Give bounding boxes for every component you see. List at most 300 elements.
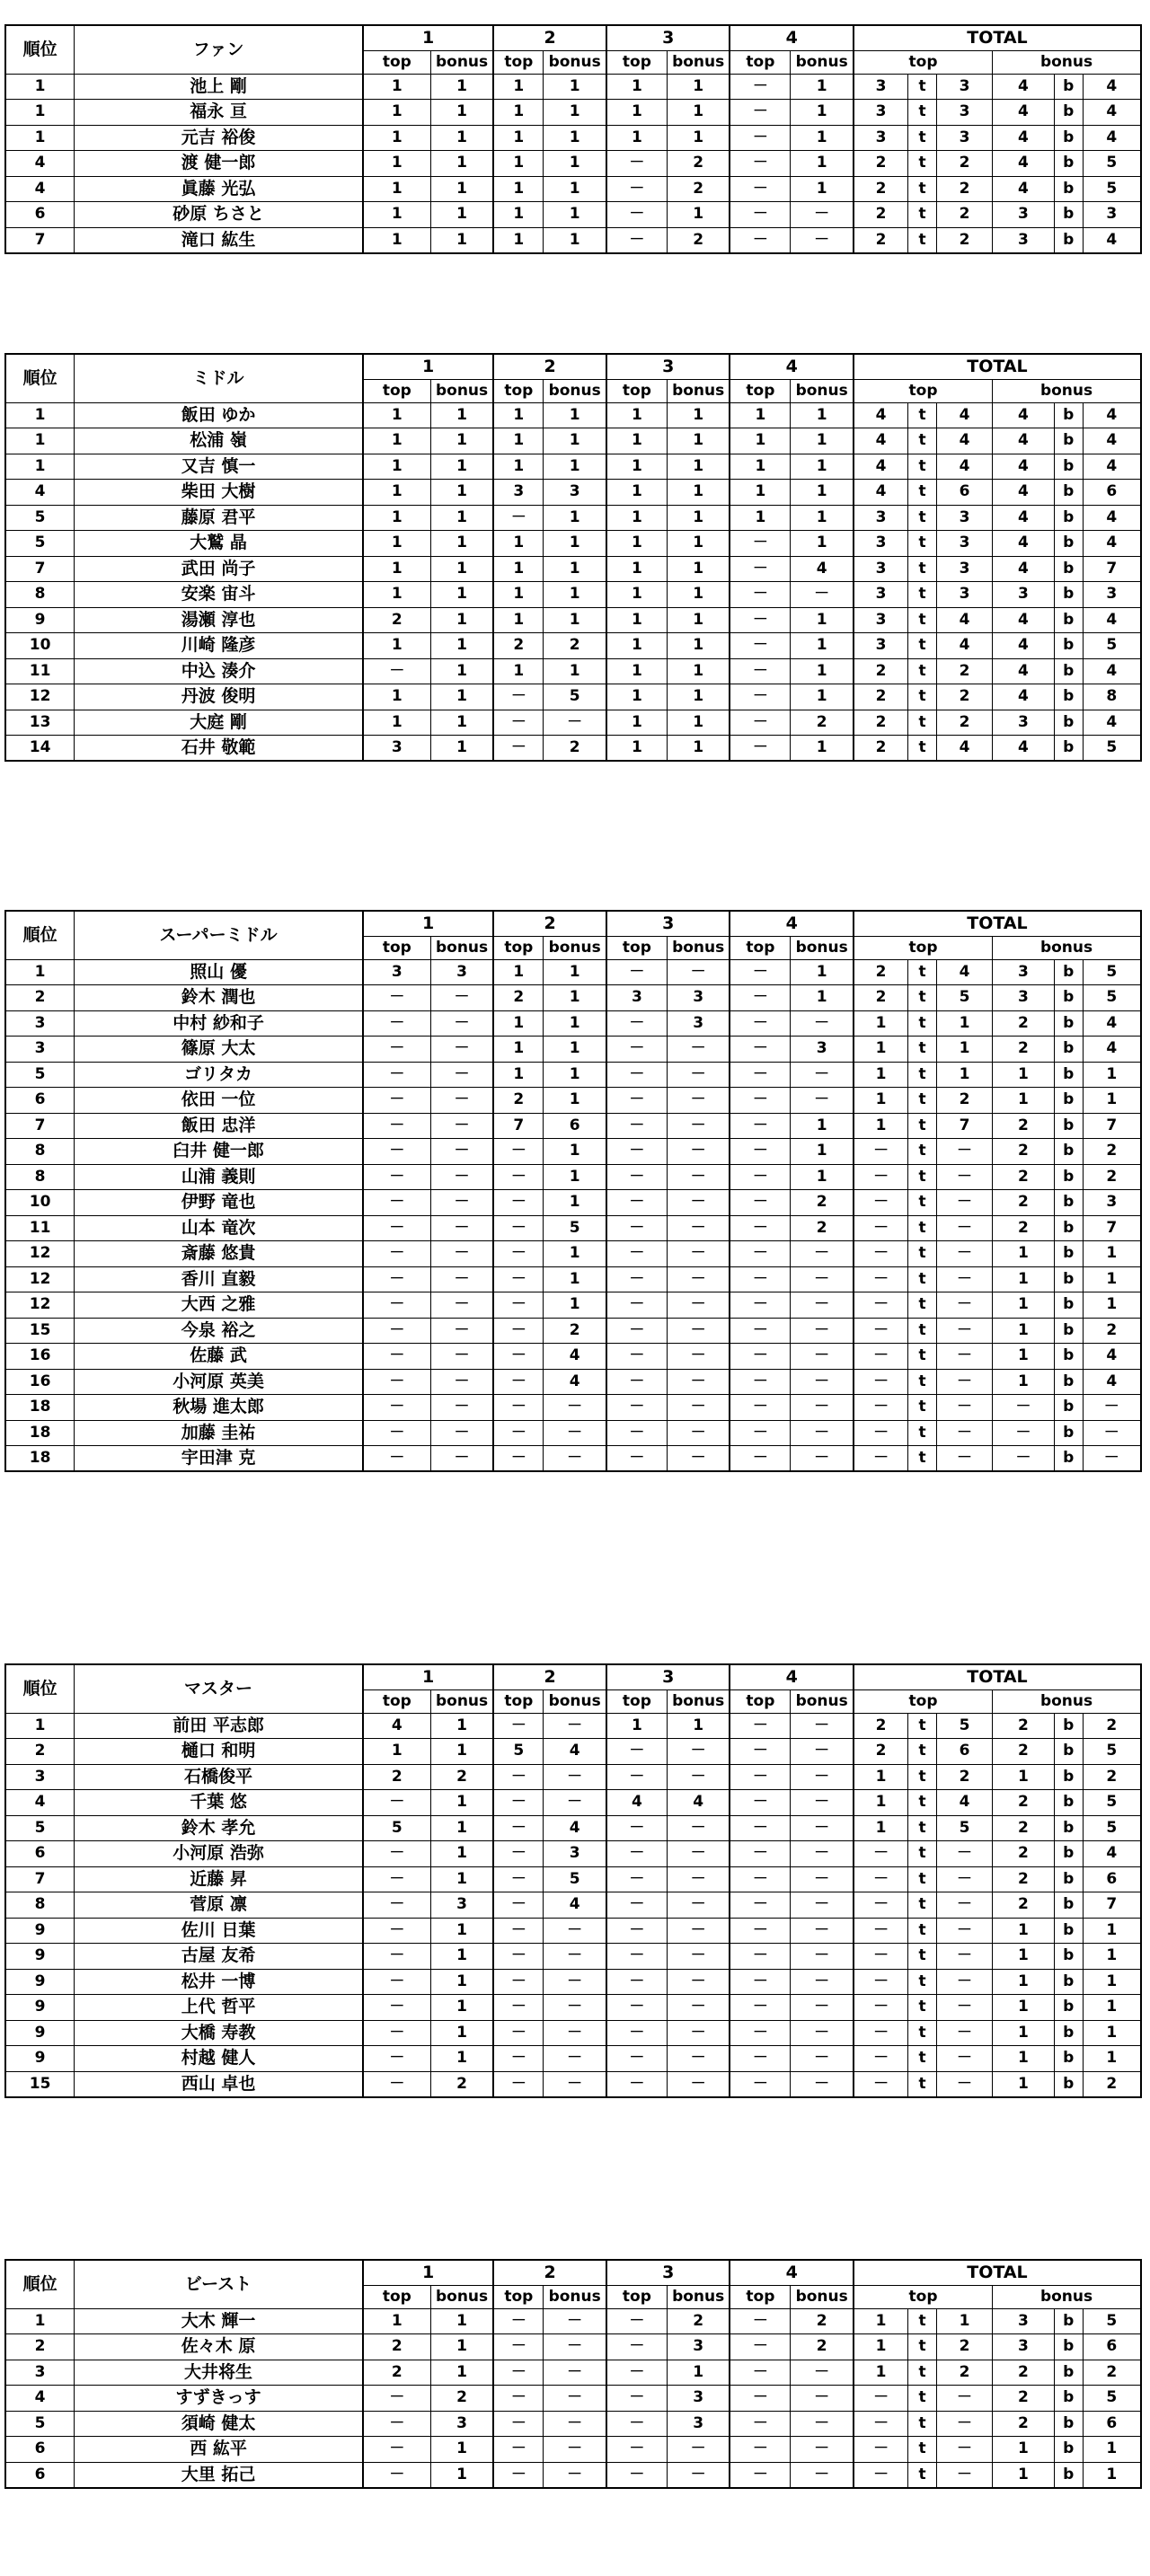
round-bonus-cell: 1: [430, 582, 493, 608]
total-top-attempts: －: [936, 1395, 992, 1421]
total-bonus-attempts: 6: [1083, 480, 1141, 506]
total-top-count: 4: [854, 480, 908, 506]
rank-cell: 4: [5, 2386, 75, 2412]
total-top-count: 2: [854, 227, 908, 253]
round-bonus-cell: －: [667, 2020, 730, 2046]
total-bonus-attempts: 2: [1083, 1139, 1141, 1165]
total-top-count: 1: [854, 2308, 908, 2334]
total-bonus-attempts: 7: [1083, 1215, 1141, 1241]
total-bonus-count: 2: [993, 1037, 1055, 1063]
total-bonus-count: 2: [993, 1215, 1055, 1241]
rank-cell: 7: [5, 227, 75, 253]
table-row: [5, 1420, 1141, 1446]
bonus-subheader: bonus: [544, 2285, 606, 2308]
rank-cell: 5: [5, 531, 75, 557]
total-bonus-attempts: 4: [1083, 1010, 1141, 1037]
round-bonus-cell: 1: [430, 480, 493, 506]
table-row: [5, 74, 1141, 100]
table-row: [5, 1944, 1141, 1970]
round-bonus-cell: －: [791, 1292, 854, 1319]
round-bonus-cell: －: [667, 1739, 730, 1765]
round-header: 4: [730, 354, 854, 379]
total-top-count: 1: [854, 1037, 908, 1063]
round-top-cell: －: [606, 1395, 667, 1421]
round-bonus-cell: 4: [667, 1790, 730, 1816]
round-top-cell: －: [606, 1215, 667, 1241]
table-row: [5, 2308, 1141, 2334]
round-bonus-cell: 1: [544, 959, 606, 985]
table-row: [5, 658, 1141, 684]
round-top-cell: 1: [606, 556, 667, 582]
name-cell: 湯瀬 淳也: [75, 607, 363, 633]
rank-cell: 2: [5, 985, 75, 1011]
total-top-subheader: top: [854, 50, 993, 74]
total-bonus-subheader: bonus: [993, 1689, 1141, 1713]
total-top-mark: t: [908, 607, 937, 633]
total-bonus-mark: b: [1054, 202, 1083, 228]
rank-cell: 8: [5, 1139, 75, 1165]
total-header: TOTAL: [854, 2260, 1141, 2285]
round-bonus-cell: 1: [430, 1918, 493, 1944]
total-bonus-attempts: 5: [1083, 633, 1141, 659]
rank-cell: 2: [5, 2334, 75, 2360]
total-top-mark: t: [908, 1139, 937, 1165]
round-top-cell: 1: [493, 531, 544, 557]
total-top-count: 4: [854, 402, 908, 428]
total-bonus-attempts: 4: [1083, 1344, 1141, 1370]
round-top-cell: －: [730, 736, 790, 762]
round-bonus-cell: －: [791, 1969, 854, 1995]
table-row: [5, 1369, 1141, 1395]
rank-cell: 1: [5, 959, 75, 985]
round-top-cell: 1: [493, 959, 544, 985]
round-top-cell: －: [606, 1764, 667, 1790]
rank-header: 順位: [5, 25, 75, 74]
top-subheader: top: [363, 1689, 430, 1713]
total-bonus-mark: b: [1054, 74, 1083, 100]
total-bonus-count: 2: [993, 1892, 1055, 1919]
round-bonus-cell: －: [791, 1010, 854, 1037]
table-row: [5, 480, 1141, 506]
round-top-cell: －: [493, 2046, 544, 2072]
round-bonus-cell: －: [791, 1446, 854, 1472]
round-bonus-cell: 1: [430, 531, 493, 557]
total-top-attempts: －: [936, 1995, 992, 2021]
round-top-cell: －: [363, 2411, 430, 2437]
round-top-cell: －: [363, 2437, 430, 2463]
round-top-cell: －: [606, 1139, 667, 1165]
round-bonus-cell: 1: [544, 582, 606, 608]
total-bonus-count: 4: [993, 633, 1055, 659]
round-top-cell: －: [363, 1344, 430, 1370]
total-top-attempts: －: [936, 1918, 992, 1944]
rank-cell: 1: [5, 100, 75, 126]
round-top-cell: 1: [363, 100, 430, 126]
round-bonus-cell: －: [667, 1190, 730, 1216]
total-top-count: －: [854, 1420, 908, 1446]
total-top-mark: t: [908, 2046, 937, 2072]
round-bonus-cell: －: [544, 2308, 606, 2334]
round-top-cell: －: [363, 2462, 430, 2488]
round-bonus-cell: －: [791, 2462, 854, 2488]
name-cell: 小河原 浩弥: [75, 1841, 363, 1867]
round-bonus-cell: 2: [544, 736, 606, 762]
table-row: [5, 1266, 1141, 1292]
rank-cell: 9: [5, 2020, 75, 2046]
round-top-cell: －: [493, 736, 544, 762]
total-bonus-count: 4: [993, 176, 1055, 202]
round-bonus-cell: 1: [430, 202, 493, 228]
table-row: [5, 505, 1141, 531]
total-bonus-attempts: 2: [1083, 2071, 1141, 2097]
total-top-mark: t: [908, 1944, 937, 1970]
rank-cell: 12: [5, 684, 75, 710]
round-top-cell: 2: [493, 1088, 544, 1114]
total-top-count: 1: [854, 1764, 908, 1790]
round-top-cell: －: [730, 1764, 790, 1790]
table-row: [5, 1139, 1141, 1165]
total-top-mark: t: [908, 2360, 937, 2386]
round-bonus-cell: －: [430, 1088, 493, 1114]
rank-cell: 13: [5, 710, 75, 736]
total-top-mark: t: [908, 151, 937, 177]
rank-cell: 7: [5, 556, 75, 582]
round-bonus-cell: 1: [544, 1266, 606, 1292]
round-top-cell: －: [730, 1344, 790, 1370]
round-top-cell: －: [730, 582, 790, 608]
total-bonus-attempts: 5: [1083, 2386, 1141, 2412]
round-top-cell: －: [493, 2308, 544, 2334]
round-top-cell: 1: [606, 428, 667, 454]
round-bonus-cell: 1: [791, 480, 854, 506]
rank-cell: 9: [5, 1969, 75, 1995]
total-bonus-subheader: bonus: [993, 379, 1141, 402]
bonus-subheader: bonus: [544, 1689, 606, 1713]
round-top-cell: －: [363, 1420, 430, 1446]
round-bonus-cell: 1: [544, 125, 606, 151]
round-top-cell: －: [606, 1739, 667, 1765]
bonus-subheader: bonus: [430, 1689, 493, 1713]
round-top-cell: 1: [363, 505, 430, 531]
round-bonus-cell: －: [791, 227, 854, 253]
total-top-mark: t: [908, 1369, 937, 1395]
rank-cell: 10: [5, 633, 75, 659]
table-row: [5, 1318, 1141, 1344]
round-top-cell: 3: [606, 985, 667, 1011]
rank-cell: 9: [5, 1944, 75, 1970]
total-bonus-attempts: 1: [1083, 2046, 1141, 2072]
total-top-mark: t: [908, 2308, 937, 2334]
rank-cell: 1: [5, 402, 75, 428]
total-bonus-mark: b: [1054, 1969, 1083, 1995]
total-top-mark: t: [908, 1062, 937, 1088]
total-bonus-attempts: 5: [1083, 151, 1141, 177]
round-top-cell: 1: [363, 684, 430, 710]
total-top-mark: t: [908, 1739, 937, 1765]
round-top-cell: －: [730, 125, 790, 151]
round-bonus-cell: 1: [544, 100, 606, 126]
total-top-count: －: [854, 1164, 908, 1190]
total-top-count: 1: [854, 1010, 908, 1037]
round-top-cell: －: [363, 1790, 430, 1816]
round-bonus-cell: 1: [430, 1866, 493, 1892]
top-subheader: top: [606, 936, 667, 959]
round-top-cell: －: [493, 1420, 544, 1446]
round-bonus-cell: 1: [430, 1790, 493, 1816]
total-top-attempts: －: [936, 1446, 992, 1472]
total-bonus-mark: b: [1054, 2071, 1083, 2097]
total-header: TOTAL: [854, 25, 1141, 50]
round-bonus-cell: 1: [544, 1164, 606, 1190]
round-top-cell: －: [730, 100, 790, 126]
total-bonus-attempts: 2: [1083, 1713, 1141, 1739]
round-bonus-cell: 1: [544, 1088, 606, 1114]
total-top-mark: t: [908, 1918, 937, 1944]
total-top-count: －: [854, 1892, 908, 1919]
total-top-attempts: 4: [936, 454, 992, 480]
total-top-mark: t: [908, 1113, 937, 1139]
round-bonus-cell: －: [791, 1062, 854, 1088]
round-top-cell: 1: [363, 428, 430, 454]
round-top-cell: －: [493, 505, 544, 531]
round-top-cell: 1: [493, 1037, 544, 1063]
total-bonus-count: 2: [993, 1739, 1055, 1765]
round-top-cell: －: [606, 1062, 667, 1088]
total-top-count: 3: [854, 582, 908, 608]
total-bonus-attempts: 4: [1083, 454, 1141, 480]
total-bonus-attempts: 4: [1083, 1841, 1141, 1867]
round-top-cell: 1: [363, 125, 430, 151]
round-bonus-cell: －: [544, 1969, 606, 1995]
round-bonus-cell: －: [430, 1164, 493, 1190]
round-bonus-cell: 1: [791, 428, 854, 454]
ranking-section: [4, 2259, 1142, 2489]
total-bonus-mark: b: [1054, 1369, 1083, 1395]
name-cell: 西 紘平: [75, 2437, 363, 2463]
total-top-attempts: 3: [936, 582, 992, 608]
round-top-cell: 7: [493, 1113, 544, 1139]
round-bonus-cell: 1: [430, 2046, 493, 2072]
bonus-subheader: bonus: [544, 936, 606, 959]
total-top-subheader: top: [854, 379, 993, 402]
name-cell: 斎藤 悠貴: [75, 1241, 363, 1267]
total-bonus-attempts: －: [1083, 1420, 1141, 1446]
bonus-subheader: bonus: [430, 2285, 493, 2308]
round-top-cell: －: [363, 2046, 430, 2072]
round-bonus-cell: －: [430, 1446, 493, 1472]
round-bonus-cell: 4: [791, 556, 854, 582]
round-top-cell: 1: [606, 1713, 667, 1739]
rank-cell: 16: [5, 1344, 75, 1370]
round-bonus-cell: 1: [430, 1739, 493, 1765]
round-top-cell: 1: [493, 607, 544, 633]
round-top-cell: －: [606, 1318, 667, 1344]
total-top-mark: t: [908, 658, 937, 684]
round-bonus-cell: 1: [430, 100, 493, 126]
total-bonus-mark: b: [1054, 1266, 1083, 1292]
round-bonus-cell: －: [791, 1266, 854, 1292]
total-bonus-mark: b: [1054, 1010, 1083, 1037]
total-top-count: －: [854, 1841, 908, 1867]
name-cell: 飯田 忠洋: [75, 1113, 363, 1139]
round-bonus-cell: 1: [430, 1969, 493, 1995]
round-bonus-cell: 3: [544, 480, 606, 506]
total-bonus-mark: b: [1054, 736, 1083, 762]
rank-cell: 6: [5, 1088, 75, 1114]
total-bonus-mark: b: [1054, 959, 1083, 985]
total-top-count: －: [854, 1995, 908, 2021]
total-top-count: 1: [854, 1790, 908, 1816]
round-bonus-cell: －: [430, 1113, 493, 1139]
round-top-cell: －: [730, 202, 790, 228]
total-top-attempts: 1: [936, 1062, 992, 1088]
rank-cell: 9: [5, 2046, 75, 2072]
round-top-cell: －: [493, 1215, 544, 1241]
round-bonus-cell: －: [430, 1266, 493, 1292]
total-bonus-mark: b: [1054, 1190, 1083, 1216]
total-top-count: 2: [854, 736, 908, 762]
round-top-cell: －: [730, 1292, 790, 1319]
round-top-cell: －: [730, 1062, 790, 1088]
total-bonus-mark: b: [1054, 2334, 1083, 2360]
top-subheader: top: [606, 1689, 667, 1713]
total-bonus-mark: b: [1054, 2308, 1083, 2334]
round-bonus-cell: －: [667, 1164, 730, 1190]
round-top-cell: －: [606, 1369, 667, 1395]
total-bonus-mark: b: [1054, 658, 1083, 684]
total-top-mark: t: [908, 1420, 937, 1446]
total-bonus-count: 4: [993, 684, 1055, 710]
round-top-cell: －: [730, 1420, 790, 1446]
total-bonus-count: 2: [993, 1190, 1055, 1216]
total-bonus-mark: b: [1054, 151, 1083, 177]
total-top-attempts: －: [936, 1292, 992, 1319]
total-bonus-mark: b: [1054, 1918, 1083, 1944]
round-bonus-cell: －: [791, 1944, 854, 1970]
name-cell: 佐々木 原: [75, 2334, 363, 2360]
round-top-cell: －: [730, 1190, 790, 1216]
total-top-mark: t: [908, 1266, 937, 1292]
total-top-mark: t: [908, 505, 937, 531]
round-top-cell: 1: [606, 736, 667, 762]
round-top-cell: －: [730, 1037, 790, 1063]
round-top-cell: －: [606, 176, 667, 202]
round-bonus-cell: 1: [667, 202, 730, 228]
round-bonus-cell: 1: [667, 454, 730, 480]
table-row: [5, 402, 1141, 428]
round-bonus-cell: 3: [667, 1010, 730, 1037]
rank-cell: 1: [5, 2308, 75, 2334]
round-top-cell: －: [730, 1446, 790, 1472]
name-cell: 佐藤 武: [75, 1344, 363, 1370]
total-top-attempts: －: [936, 1190, 992, 1216]
total-bonus-attempts: 3: [1083, 202, 1141, 228]
total-top-mark: t: [908, 125, 937, 151]
total-top-count: －: [854, 1190, 908, 1216]
round-bonus-cell: 1: [430, 176, 493, 202]
total-top-mark: t: [908, 1446, 937, 1472]
round-top-cell: 3: [363, 959, 430, 985]
total-bonus-mark: b: [1054, 1113, 1083, 1139]
round-top-cell: 1: [363, 176, 430, 202]
total-bonus-attempts: 5: [1083, 959, 1141, 985]
round-bonus-cell: 1: [430, 633, 493, 659]
total-bonus-count: 4: [993, 556, 1055, 582]
rank-cell: 4: [5, 1790, 75, 1816]
round-top-cell: －: [730, 658, 790, 684]
round-bonus-cell: －: [544, 1918, 606, 1944]
round-header: 1: [363, 2260, 493, 2285]
total-bonus-attempts: 1: [1083, 1292, 1141, 1319]
total-top-attempts: 2: [936, 151, 992, 177]
total-top-mark: t: [908, 1010, 937, 1037]
name-cell: 鈴木 潤也: [75, 985, 363, 1011]
total-top-mark: t: [908, 428, 937, 454]
round-bonus-cell: 1: [791, 176, 854, 202]
round-top-cell: －: [363, 1062, 430, 1088]
round-top-cell: －: [730, 684, 790, 710]
total-bonus-subheader: bonus: [993, 936, 1141, 959]
table-row: [5, 582, 1141, 608]
total-top-attempts: 6: [936, 480, 992, 506]
round-bonus-cell: －: [791, 202, 854, 228]
bonus-subheader: bonus: [667, 1689, 730, 1713]
round-bonus-cell: －: [544, 2020, 606, 2046]
table-row: [5, 202, 1141, 228]
table-row: [5, 1918, 1141, 1944]
round-top-cell: 1: [363, 582, 430, 608]
round-top-cell: －: [730, 1088, 790, 1114]
total-top-attempts: 5: [936, 1713, 992, 1739]
top-subheader: top: [363, 50, 430, 74]
rank-cell: 5: [5, 1062, 75, 1088]
round-bonus-cell: 5: [544, 1866, 606, 1892]
total-bonus-count: 3: [993, 202, 1055, 228]
round-bonus-cell: 1: [544, 1010, 606, 1037]
round-bonus-cell: －: [667, 1995, 730, 2021]
table-row: [5, 1241, 1141, 1267]
round-bonus-cell: 1: [430, 2462, 493, 2488]
table-row: [5, 1764, 1141, 1790]
name-cell: 上代 哲平: [75, 1995, 363, 2021]
total-bonus-mark: b: [1054, 1995, 1083, 2021]
table-row: [5, 1892, 1141, 1919]
total-bonus-attempts: 1: [1083, 1995, 1141, 2021]
total-bonus-mark: b: [1054, 531, 1083, 557]
round-top-cell: －: [606, 1010, 667, 1037]
total-bonus-count: 1: [993, 2020, 1055, 2046]
total-bonus-attempts: 5: [1083, 985, 1141, 1011]
total-bonus-count: 1: [993, 1241, 1055, 1267]
total-bonus-mark: b: [1054, 1815, 1083, 1841]
name-cell: 西山 卓也: [75, 2071, 363, 2097]
total-bonus-attempts: 1: [1083, 1918, 1141, 1944]
round-bonus-cell: 1: [667, 556, 730, 582]
round-top-cell: －: [730, 1113, 790, 1139]
round-bonus-cell: －: [667, 2071, 730, 2097]
total-bonus-mark: b: [1054, 1420, 1083, 1446]
round-top-cell: －: [730, 1395, 790, 1421]
name-cell: 鈴木 孝允: [75, 1815, 363, 1841]
round-bonus-cell: －: [544, 1995, 606, 2021]
round-top-cell: －: [730, 2360, 790, 2386]
round-bonus-cell: －: [430, 1344, 493, 1370]
total-bonus-mark: b: [1054, 1344, 1083, 1370]
round-header: 1: [363, 911, 493, 936]
table-row: [5, 1395, 1141, 1421]
total-top-count: 2: [854, 1739, 908, 1765]
round-bonus-cell: 2: [430, 2071, 493, 2097]
